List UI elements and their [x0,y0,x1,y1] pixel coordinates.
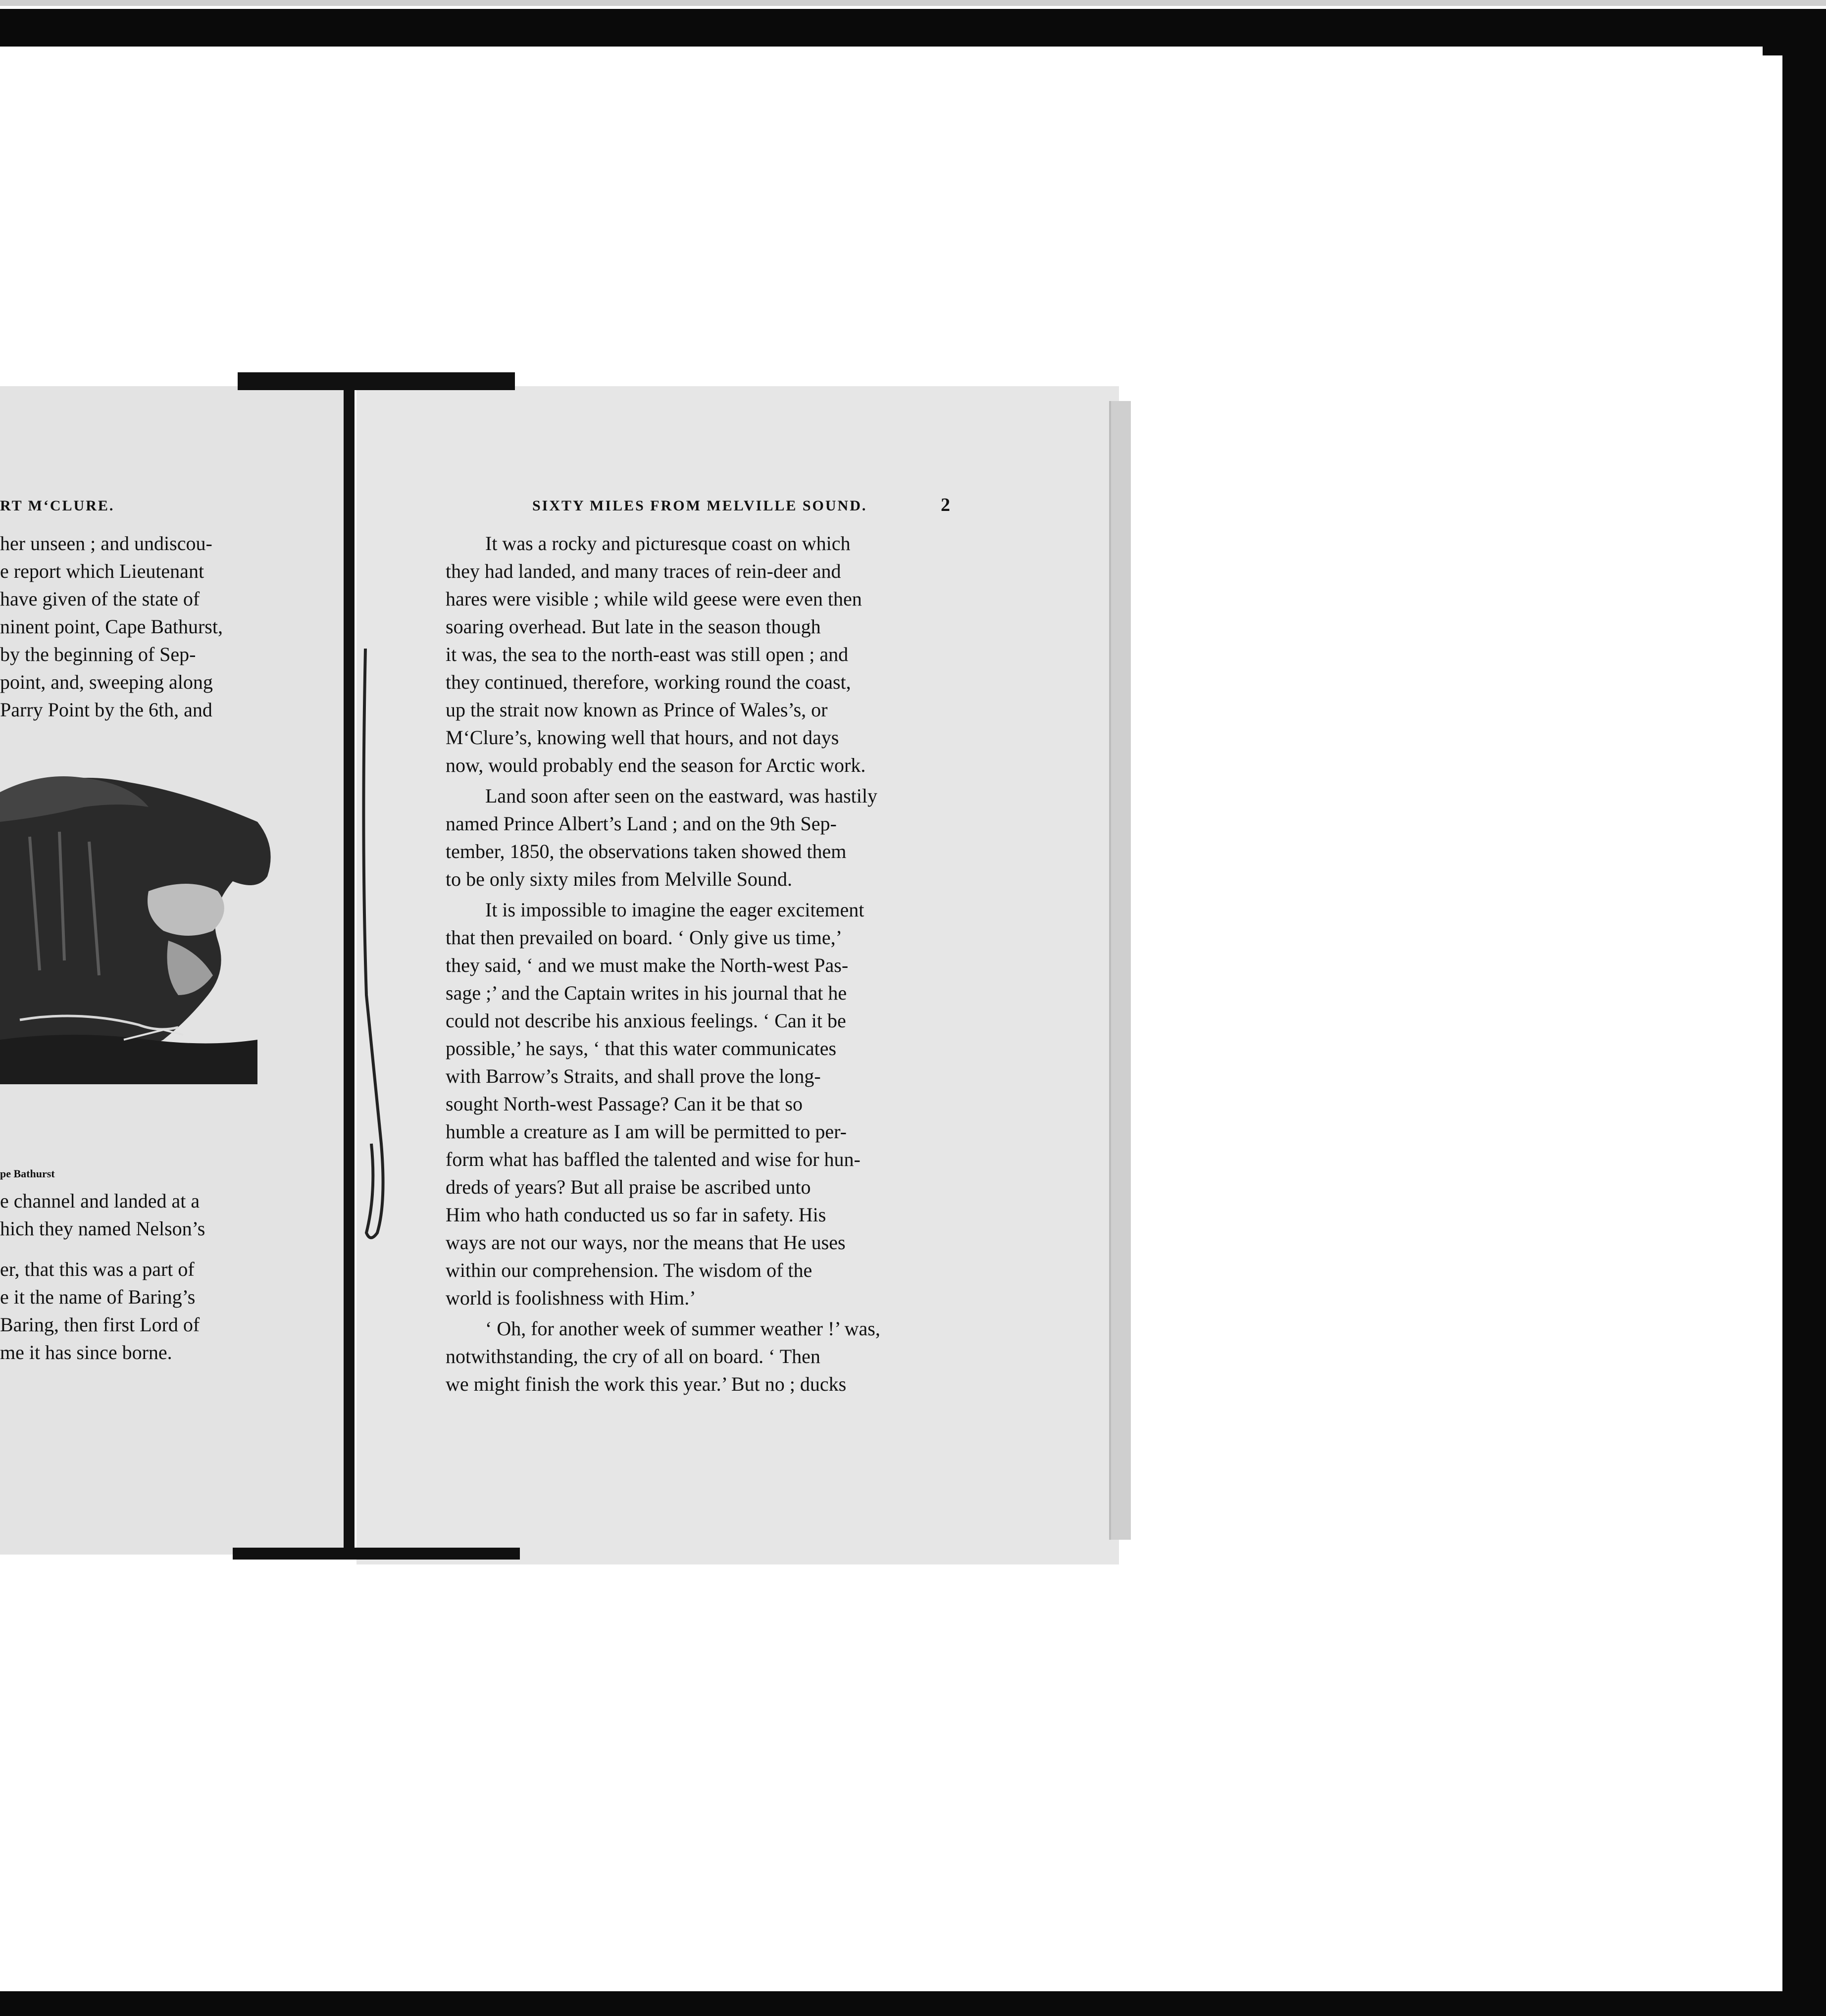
left-line: er, that this was a part of [0,1258,195,1280]
right-line: notwithstanding, the cry of all on board. ‘ Then [446,1345,820,1367]
left-line: ninent point, Cape Bathurst, [0,615,223,638]
right-line: it was, the sea to the north-east was still open ; and [446,643,849,665]
right-line: soaring overhead. But late in the season though [446,615,821,638]
right-page [356,386,1119,1564]
right-line: sought North-west Passage? Can it be that so [446,1093,803,1115]
open-book [0,371,1139,1569]
page-edge-stack [1109,401,1131,1540]
right-line: Land soon after seen on the eastward, was hastily [485,785,877,807]
right-line: world is foolishness with Him.’ [446,1287,696,1309]
right-running-head: SIXTY MILES FROM MELVILLE SOUND. [532,498,867,514]
right-line: dreds of years? But all praise be ascribed unto [446,1176,811,1198]
left-line: e channel and landed at a [0,1190,200,1212]
right-line: could not describe his anxious feelings. ‘ Can it be [446,1009,846,1032]
right-line: that then prevailed on board. ‘ Only give us time,’ [446,926,842,949]
right-line: M‘Clure’s, knowing well that hours, and not days [446,726,839,749]
right-line: we might finish the work this year.’ But no ; ducks [446,1373,847,1395]
right-line: they continued, therefore, working round the coast, [446,671,851,693]
left-running-head: RT M‘CLURE. [0,498,115,514]
right-line: they said, ‘ and we must make the North-west Pas- [446,954,849,976]
cape-bathurst-engraving [0,762,297,1084]
right-line: hares were visible ; while wild geese were even then [446,588,862,610]
right-line: form what has baffled the talented and wise for hun- [446,1148,861,1170]
left-page [0,386,347,1555]
right-line: now, would probably end the season for Arctic work. [446,754,866,776]
left-line: have given of the state of [0,588,200,610]
right-line: It is impossible to imagine the eager excitement [485,899,864,921]
right-line: possible,’ he says, ‘ that this water communicates [446,1037,837,1059]
left-line: me it has since borne. [0,1341,172,1363]
right-line: sage ;’ and the Captain writes in his journal that he [446,982,847,1004]
clamp-bar-top [238,372,515,390]
page-number: 2 [941,495,952,515]
right-line: up the strait now known as Prince of Wales’s, or [446,699,828,721]
right-line: ‘ Oh, for another week of summer weather !’ was, [485,1317,880,1340]
scanner-frame-top [0,0,1826,6]
right-line: with Barrow’s Straits, and shall prove the long- [446,1065,821,1087]
right-line: It was a rocky and picturesque coast on which [485,532,851,554]
right-line: they had landed, and many traces of rein-deer and [446,560,841,582]
left-line: hich they named Nelson’s [0,1217,205,1240]
right-line: Him who hath conducted us so far in safety. His [446,1204,826,1226]
left-line: by the beginning of Sep- [0,643,196,665]
right-line: to be only sixty miles from Melville Sound. [446,868,792,890]
left-line: point, and, sweeping along [0,671,213,693]
right-line: ways are not our ways, nor the means that He uses [446,1231,846,1254]
left-line: e it the name of Baring’s [0,1286,196,1308]
illustration-caption: pe Bathurst [0,1167,55,1180]
scanner-frame-right [1782,40,1826,2016]
scanner-frame-bar [0,9,1826,47]
right-line: humble a creature as I am will be permitted to per- [446,1120,847,1143]
right-line: named Prince Albert’s Land ; and on the 9th Sep- [446,812,837,835]
scanner-frame-bottom [0,1991,1826,2016]
right-line: tember, 1850, the observations taken showed them [446,840,847,862]
left-line: her unseen ; and undiscou- [0,532,212,554]
clamp-bar-bottom [233,1548,520,1560]
left-line: Baring, then first Lord of [0,1313,200,1336]
left-line: e report which Lieutenant [0,560,204,582]
left-line: Parry Point by the 6th, and [0,699,212,721]
right-line: within our comprehension. The wisdom of the [446,1259,812,1281]
bookmark-ribbon [347,649,406,1342]
